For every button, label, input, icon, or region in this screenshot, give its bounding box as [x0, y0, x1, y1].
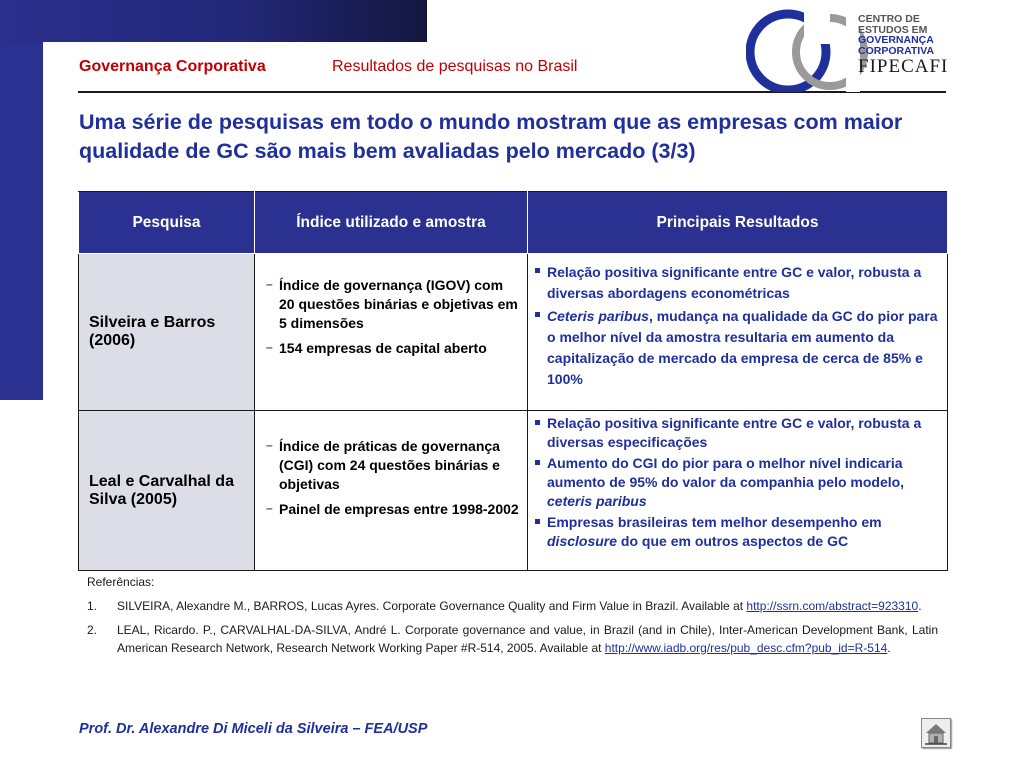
reference-end: . — [887, 641, 891, 655]
study-name: Silveira e Barros (2006) — [79, 254, 255, 411]
references — [78, 573, 938, 657]
table-row — [79, 254, 948, 411]
result-item — [534, 513, 939, 551]
index-cell — [255, 411, 528, 571]
result-text: Empresas brasileiras tem melhor desempenho em — [547, 514, 882, 530]
logo-brand: FIPECAFI — [858, 56, 949, 77]
results-cell — [528, 254, 948, 411]
emphasis-text: Ceteris paribus — [547, 308, 649, 324]
logo-line-4: CORPORATIVA — [858, 44, 935, 57]
home-button[interactable] — [921, 718, 951, 748]
index-cell — [255, 254, 528, 411]
index-item: – Índice de governança (IGOV) com 20 questões binárias e objetivas em 5 dimensões — [265, 276, 519, 333]
column-header: Principais Resultados — [528, 192, 948, 254]
reference-link[interactable]: http://ssrn.com/abstract=923310 — [746, 599, 919, 613]
results-cell — [528, 411, 948, 571]
logo-line-3: GOVERNANÇA — [858, 34, 934, 46]
reference-item — [78, 621, 938, 657]
slide-title: Uma série de pesquisas em todo o mundo mostram que as empresas com maior qualidade de GC são mais bem avaliadas pelo mercado (3/3) — [79, 110, 903, 163]
reference-end: . — [918, 599, 922, 613]
emphasis-text: disclosure — [547, 533, 618, 549]
left-accent-bar — [0, 42, 43, 400]
index-item: – Painel de empresas entre 1998-2002 — [265, 500, 519, 519]
logo-text — [858, 14, 934, 56]
section-title: Governança Corporativa — [79, 58, 266, 75]
top-banner — [0, 0, 427, 42]
reference-number: 2. — [87, 623, 98, 637]
references-label: Referências: — [87, 575, 155, 589]
logo-line-1: CENTRO DE — [858, 13, 920, 25]
reference-text: SILVEIRA, Alexandre M., BARROS, Lucas Ayres. Corporate Governance Quality and Firm Value in Brazil. Available at — [117, 599, 747, 613]
result-text: Aumento do CGI do pior para o melhor nível indicaria aumento de 95% do valor da companhia pelo modelo, — [547, 455, 905, 490]
reference-item — [78, 597, 938, 615]
result-text: , mudança na qualidade da GC do pior para o melhor nível da amostra resultaria em aumento da capitalização de mercado da empresa de cerca de 85% e 100% — [547, 308, 938, 387]
result-item: Relação positiva significante entre GC e valor, robusta a diversas especificações — [534, 414, 939, 452]
footer-author: Prof. Dr. Alexandre Di Miceli da Silveira – FEA/USP — [79, 721, 428, 737]
home-icon — [922, 719, 950, 747]
table-row — [79, 411, 948, 571]
result-text: do que em outros aspectos de GC — [617, 533, 849, 549]
index-item: – 154 empresas de capital aberto — [265, 339, 519, 358]
result-item — [534, 454, 939, 511]
column-header: Pesquisa — [79, 192, 255, 254]
result-item — [534, 306, 939, 390]
logo-line-2: ESTUDOS EM — [858, 23, 928, 36]
research-table — [78, 191, 948, 571]
table-header-row — [79, 192, 948, 254]
index-item: – Índice de práticas de governança (CGI) com 24 questões binárias e objetivas — [265, 437, 519, 494]
column-header: Índice utilizado e amostra — [255, 192, 528, 254]
reference-link[interactable]: http://www.iadb.org/res/pub_desc.cfm?pub_id=R-514 — [604, 641, 888, 655]
reference-number: 1. — [87, 599, 98, 613]
emphasis-text: ceteris paribus — [547, 493, 647, 509]
study-name: Leal e Carvalhal da Silva (2005) — [79, 411, 255, 571]
result-item: Relação positiva significante entre GC e valor, robusta a diversas abordagens econométricas — [534, 262, 939, 304]
reference-text: LEAL, Ricardo. P., CARVALHAL-DA-SILVA, André L. Corporate governance and value, in Brazil (and in Chile), Inter-American Development Bank, Latin American Research Network, Research Network Working Paper #R-514, 2005. Available at — [117, 623, 938, 655]
subsection-title: Resultados de pesquisas no Brasil — [332, 58, 578, 75]
